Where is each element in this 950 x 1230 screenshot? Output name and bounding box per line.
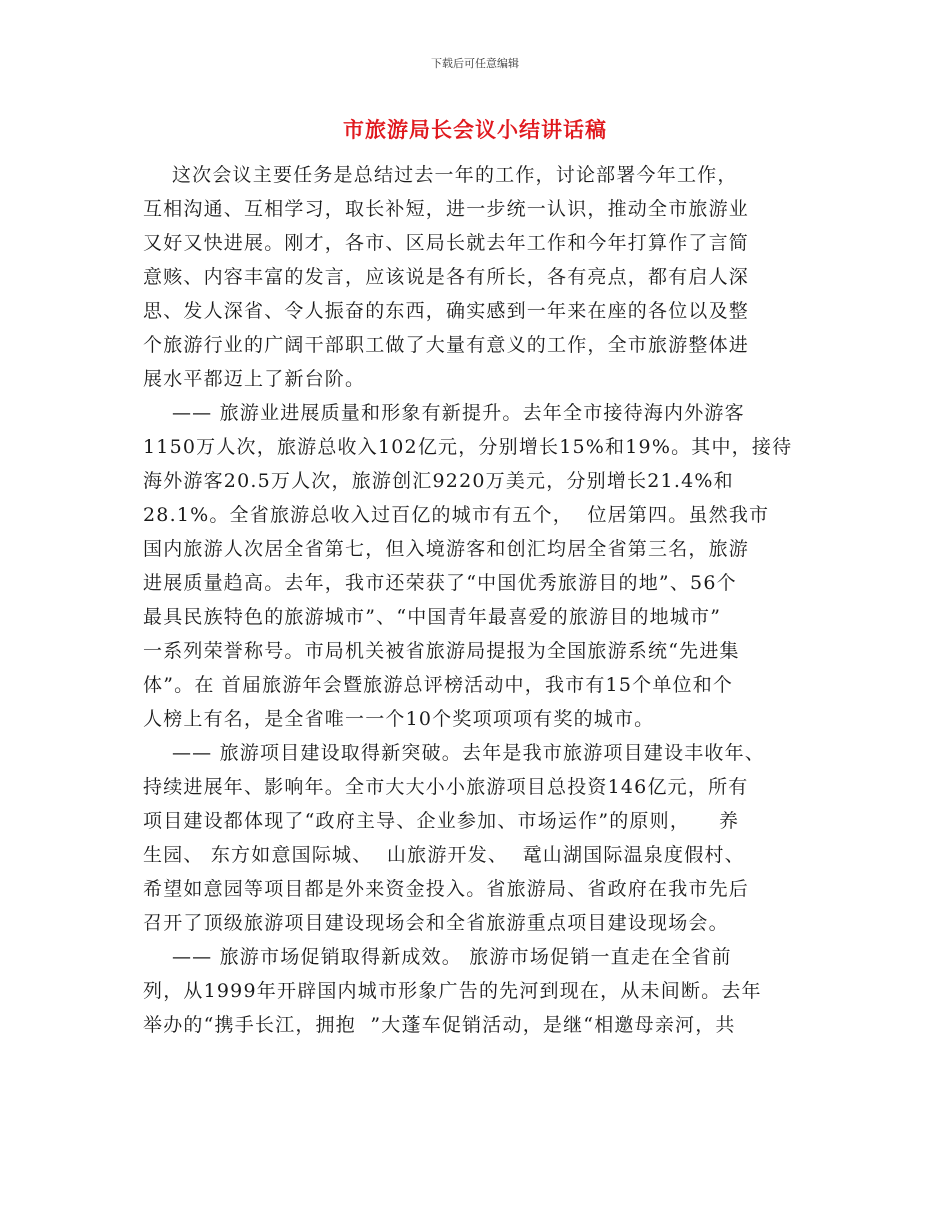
text-line: 意赅、内容丰富的发言，应该说是各有所长，各有亮点，都有启人深 (143, 266, 750, 288)
text-line: 28.1%。全省旅游总收入过百亿的城市有五个， 位居第四。虽然我市 (143, 504, 770, 526)
text-line: 又好又快进展。刚才，各市、区局长就去年工作和今年打算作了言简 (143, 232, 750, 254)
text-line: 思、发人深省、令人振奋的东西，确实感到一年来在座的各位以及整 (143, 300, 750, 322)
text-line: —— 旅游项目建设取得新突破。去年是我市旅游项目建设丰收年、 (143, 742, 765, 764)
text-line: 进展质量趋高。去年，我市还荣获了“中国优秀旅游目的地”、56个 (143, 572, 737, 594)
text-line: 举办的“携手长江，拥抱 ”大蓬车促销活动，是继“相邀母亲河，共 (143, 1014, 736, 1036)
text-line: 体”。在 首届旅游年会暨旅游总评榜活动中，我市有15个单位和个 (143, 674, 734, 696)
text-line: —— 旅游市场促销取得新成效。 旅游市场促销一直走在全省前 (143, 946, 732, 968)
text-line: 海外游客20.5万人次，旅游创汇9220万美元，分别增长21.4%和 (143, 470, 734, 492)
text-line: 1150万人次，旅游总收入102亿元，分别增长15%和19%。其中，接待 (143, 436, 793, 458)
text-line: 项目建设都体现了“政府主导、企业参加、市场运作”的原则， 养 (143, 810, 740, 832)
text-line: 生园、 东方如意国际城、 山旅游开发、 鼋山湖国际温泉度假村、 (143, 844, 745, 866)
text-line: 一系列荣誉称号。市局机关被省旅游局提报为全国旅游系统“先进集 (143, 640, 740, 662)
text-line: 这次会议主要任务是总结过去一年的工作，讨论部署今年工作， (143, 164, 738, 186)
text-line: 希望如意园等项目都是外来资金投入。省旅游局、省政府在我市先后 (143, 878, 750, 900)
text-line: 个旅游行业的广阔干部职工做了大量有意义的工作，全市旅游整体进 (143, 334, 750, 356)
text-line: 互相沟通、互相学习，取长补短，进一步统一认识，推动全市旅游业 (143, 198, 750, 220)
text-line: 人榜上有名，是全省唯一一个10个奖项项项有奖的城市。 (143, 708, 655, 730)
text-line: —— 旅游业进展质量和形象有新提升。去年全市接待海内外游客 (143, 402, 745, 424)
document-title: 市旅游局长会议小结讲话稿 (343, 117, 607, 142)
text-line: 列，从1999年开辟国内城市形象广告的先河到现在，从未间断。去年 (143, 980, 762, 1002)
text-line: 展水平都迈上了新台阶。 (143, 368, 366, 390)
header-note: 下载后可任意编辑 (431, 57, 519, 70)
text-line: 最具民族特色的旅游城市”、“中国青年最喜爱的旅游目的地城市” (143, 606, 722, 628)
text-line: 持续进展年、影响年。全市大大小小旅游项目总投资146亿元，所有 (143, 776, 749, 798)
text-line: 国内旅游人次居全省第七，但入境游客和创汇均居全省第三名，旅游 (143, 538, 750, 560)
document-body (143, 158, 823, 1042)
text-line: 召开了顶级旅游项目建设现场会和全省旅游重点项目建设现场会。 (143, 912, 729, 934)
